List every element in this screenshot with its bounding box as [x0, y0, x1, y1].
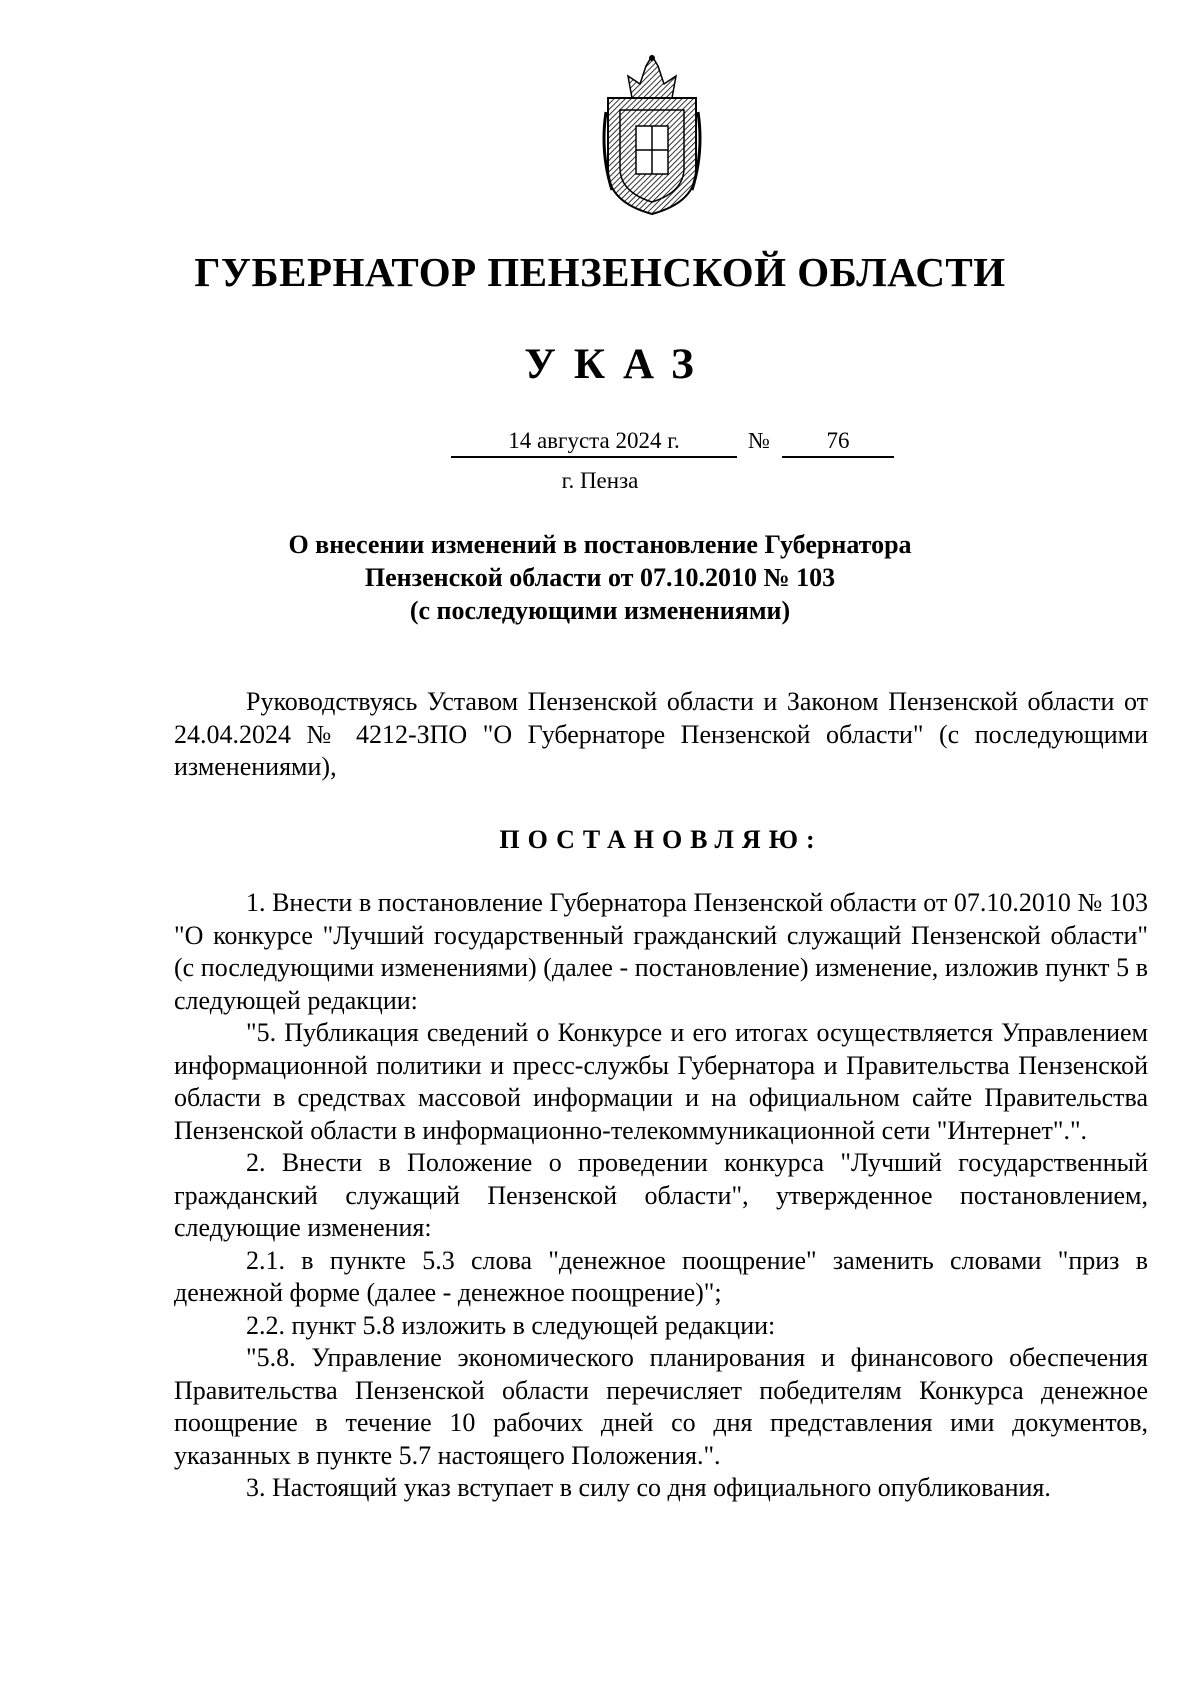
preamble: Руководствуясь Уставом Пензенской области и Законом Пензенской области от 24.04.2024 № 4212-ЗПО "О Губернаторе Пензенской области" (с последующими изменениями), — [174, 687, 1148, 781]
paragraph: "5.8. Управление экономического планирования и финансового обеспечения Правительства Пензенской области перечисляет победителям Конкурса денежное поощрение в течение 10 рабочих дней со дня представления ими документов, указанных в пункте 5.7 настоящего Положения.". — [174, 1343, 1148, 1470]
paragraph: 1. Внести в постановление Губернатора Пензенской области от 07.10.2010 № 103 "О конкурсе "Лучший государственный гражданский служащий Пензенской области" (с последующими изменениями) (далее - постановление) изменение, изложив пункт 5 в следующей редакции: — [174, 888, 1148, 1015]
paragraph: "5. Публикация сведений о Конкурсе и его итогах осуществляется Управлением информационной политики и пресс-службы Губернатора и Правительства Пензенской области в средствах массовой информации и на официальном сайте Правительства Пензенской области в информационно-телекоммуникационной сети "Интернет".". — [174, 1018, 1148, 1145]
paragraph: 2. Внести в Положение о проведении конкурса "Лучший государственный гражданский служащий Пензенской области", утвержденное постановлением, следующие изменения: — [174, 1148, 1148, 1242]
title-line-3: (с последующими изменениями) — [409, 596, 791, 625]
coat-of-arms-emblem — [598, 52, 706, 220]
paragraph: 2.2. пункт 5.8 изложить в следующей редакции: — [246, 1310, 776, 1340]
title-line-2: Пензенской области от 07.10.2010 № 103 — [364, 563, 836, 592]
title-line-1: О внесении изменений в постановление Губернатора — [288, 530, 912, 559]
document-type: УКАЗ — [524, 341, 712, 388]
document-number: 76 — [782, 426, 894, 458]
authority-title: ГУБЕРНАТОР ПЕНЗЕНСКОЙ ОБЛАСТИ — [194, 249, 1006, 295]
decree-heading: ПОСТАНОВЛЯЮ: — [499, 824, 823, 854]
city: г. Пенза — [561, 468, 639, 493]
document-title — [240, 528, 960, 627]
document-date: 14 августа 2024 г. — [451, 426, 737, 458]
date-number-line — [0, 426, 1200, 460]
document-body — [174, 686, 1148, 1505]
paragraph: 3. Настоящий указ вступает в силу со дня официального опубликования. — [246, 1473, 1051, 1502]
paragraph: 2.1. в пункте 5.3 слова "денежное поощрение" заменить словами "приз в денежной форме (далее - денежное поощрение)"; — [174, 1245, 1148, 1307]
number-sign: № — [748, 428, 770, 453]
